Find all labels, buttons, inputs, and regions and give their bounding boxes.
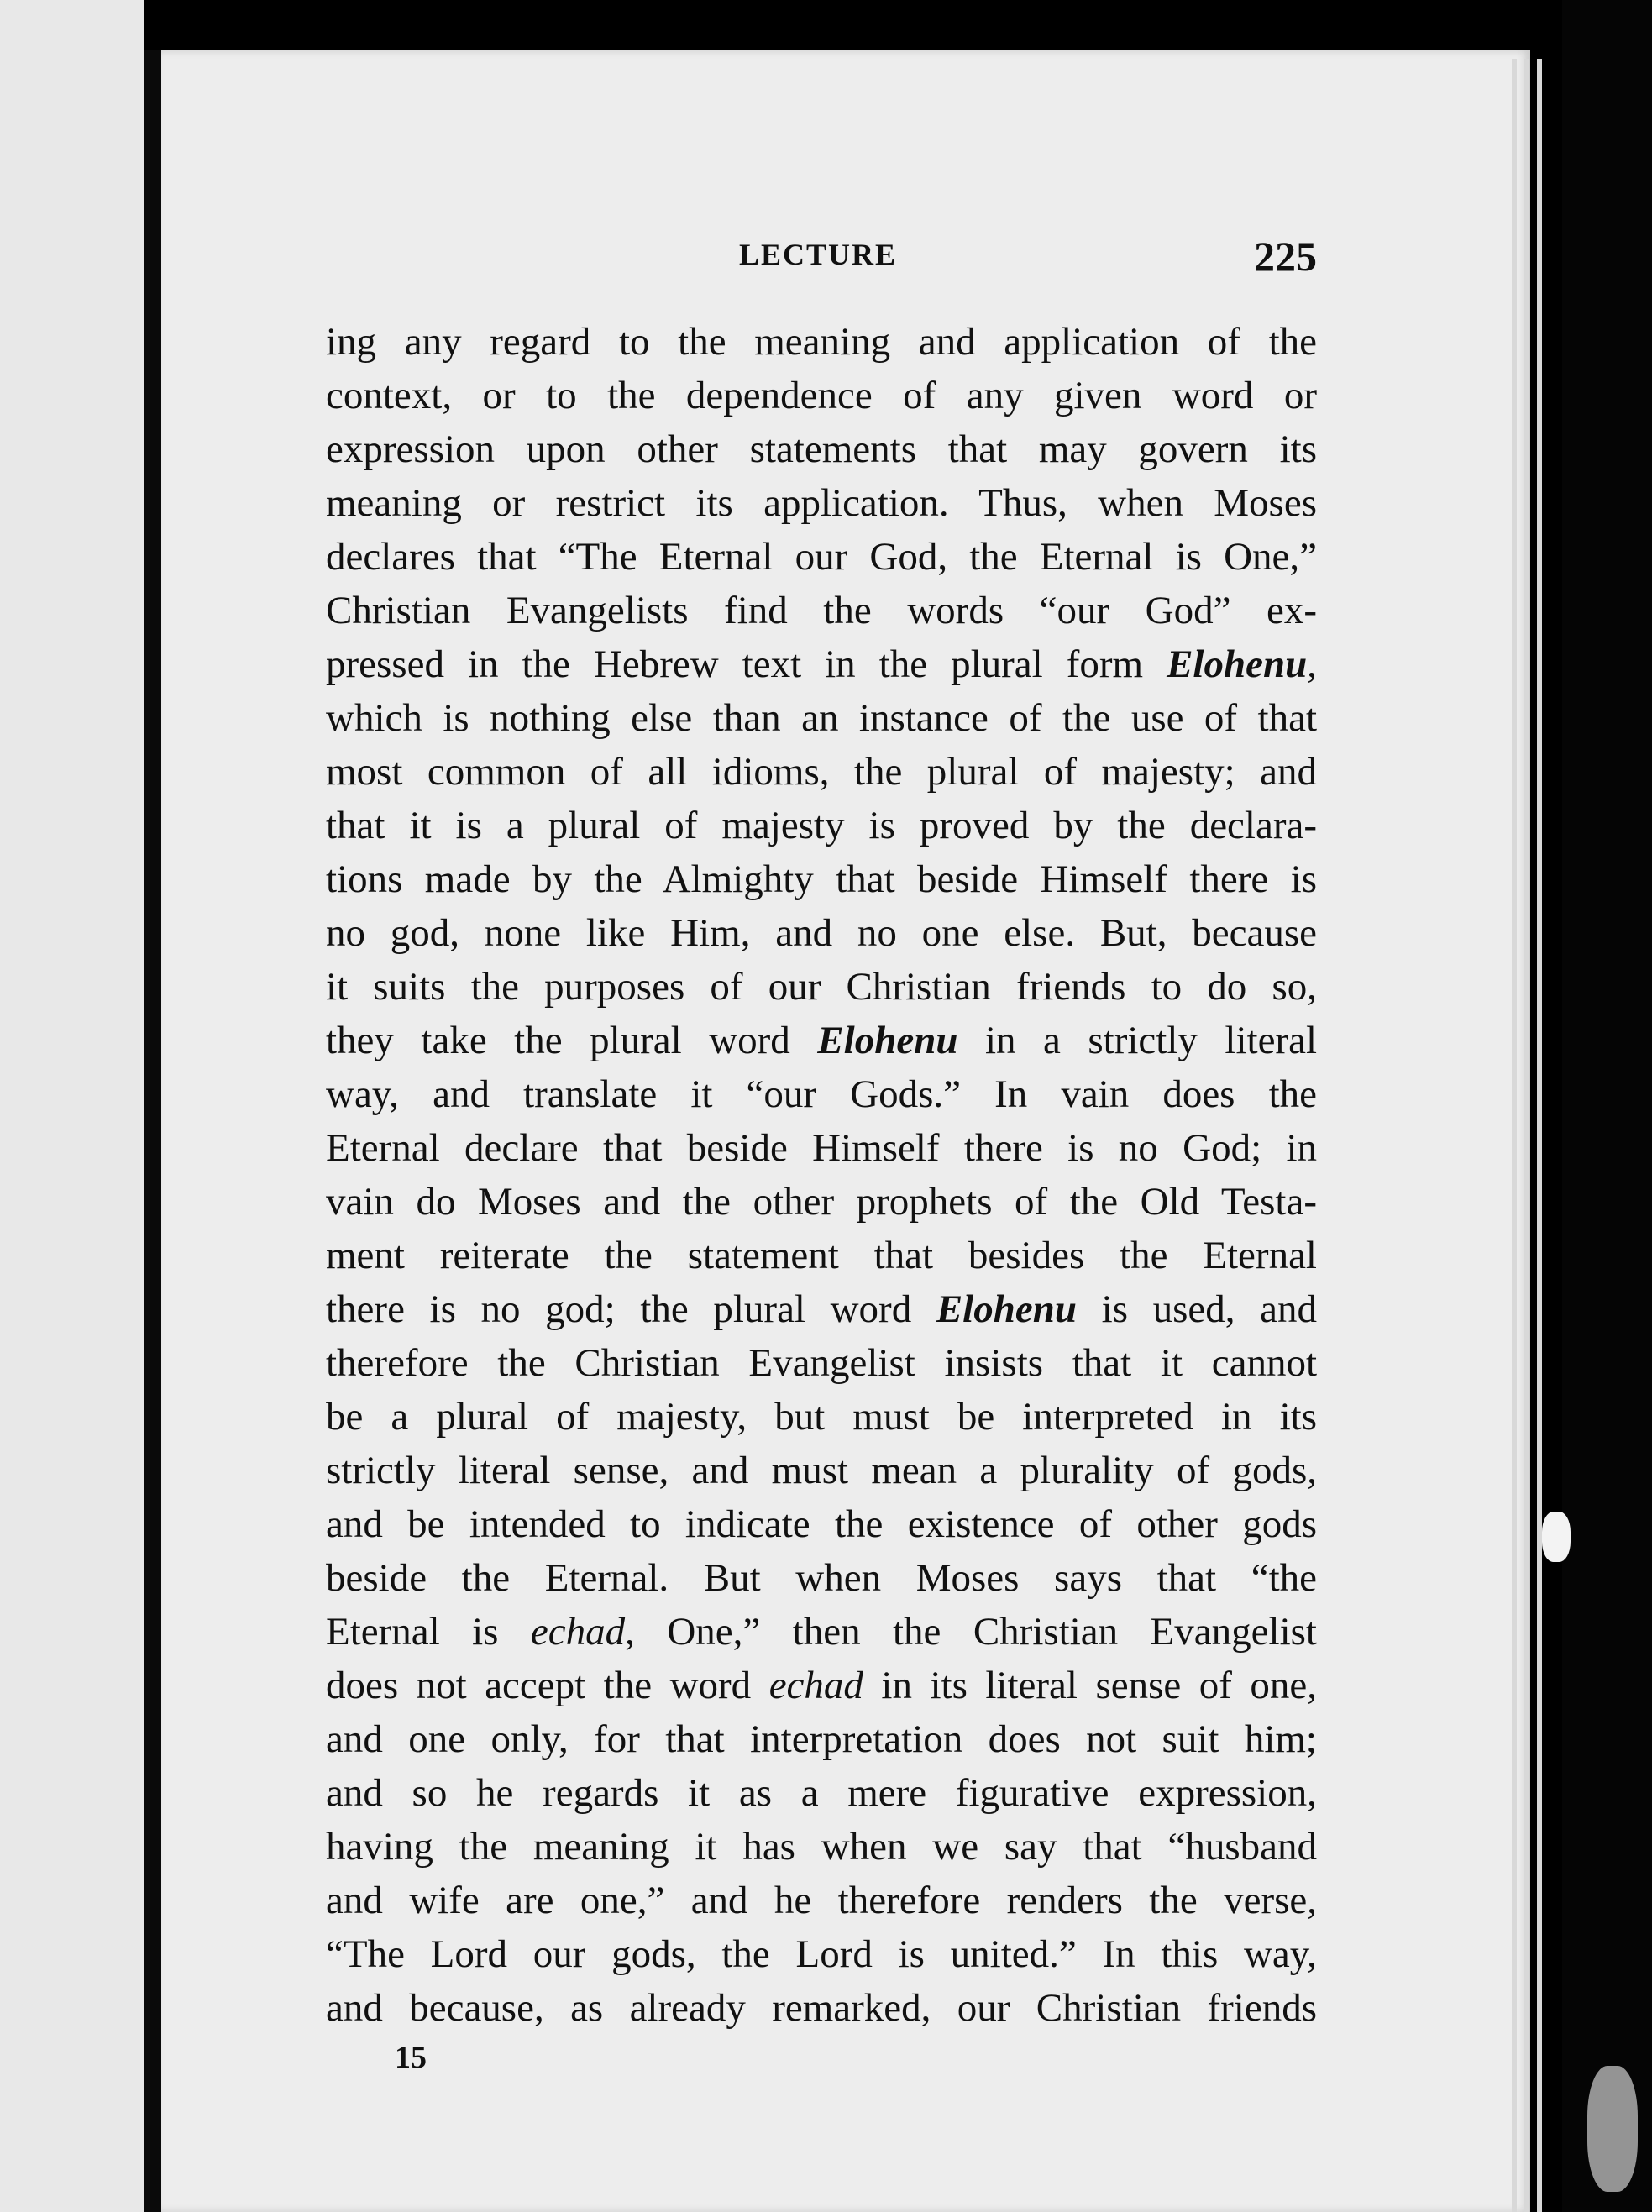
page-number: 225 xyxy=(1254,233,1317,280)
text-line: no god, none like Him, and no one else. But, because xyxy=(326,911,1317,955)
text-line: Eternal is echad, One,” then the Christian Evangelist xyxy=(326,1610,1317,1654)
text-line: beside the Eternal. But when Moses says that “the xyxy=(326,1556,1317,1600)
text-line: strictly literal sense, and must mean a plurality of gods, xyxy=(326,1449,1317,1492)
text-line: and because, as already remarked, our Christian friends xyxy=(326,1986,1317,2030)
text-line: vain do Moses and the other prophets of the Old Testa- xyxy=(326,1180,1317,1224)
text-line: be a plural of majesty, but must be interpreted in its xyxy=(326,1395,1317,1439)
text-line: pressed in the Hebrew text in the plural form Elohenu, xyxy=(326,642,1317,686)
running-head: LECTURE xyxy=(739,238,898,271)
text-line: tions made by the Almighty that beside Himself there is xyxy=(326,857,1317,901)
page-edge-line xyxy=(1524,59,1529,2212)
text-line: most common of all idioms, the plural of majesty; and xyxy=(326,750,1317,794)
text-line: which is nothing else than an instance of the use of that xyxy=(326,696,1317,740)
italic-word: echad xyxy=(768,1664,863,1707)
text-line: “The Lord our gods, the Lord is united.” In this way, xyxy=(326,1932,1317,1976)
text-line: does not accept the word echad in its literal sense of one, xyxy=(326,1664,1317,1707)
text-line: context, or to the dependence of any given word or xyxy=(326,374,1317,417)
page-header xyxy=(326,233,1317,280)
body-text xyxy=(326,315,1317,2035)
text-line: meaning or restrict its application. Thus, when Moses xyxy=(326,481,1317,525)
text-line: and wife are one,” and he therefore renders the verse, xyxy=(326,1879,1317,1922)
italic-word: echad xyxy=(530,1610,626,1654)
scan-artifact xyxy=(1542,1512,1571,1562)
text-line: therefore the Christian Evangelist insists that it cannot xyxy=(326,1341,1317,1385)
text-line: there is no god; the plural word Elohenu is used, and xyxy=(326,1287,1317,1331)
text-line: Christian Evangelists find the words “our God” ex- xyxy=(326,589,1317,632)
left-page-edge xyxy=(0,0,144,2212)
italic-word: Elohenu xyxy=(936,1287,1078,1331)
text-line: it suits the purposes of our Christian friends to do so, xyxy=(326,965,1317,1009)
text-line: and so he regards it as a mere figurative expression, xyxy=(326,1771,1317,1815)
scanner-background xyxy=(1562,0,1652,2212)
text-line: declares that “The Eternal our God, the Eternal is One,” xyxy=(326,535,1317,579)
text-line: ment reiterate the statement that besides the Eternal xyxy=(326,1234,1317,1277)
text-line: ing any regard to the meaning and application of the xyxy=(326,320,1317,364)
text-line: they take the plural word Elohenu in a strictly literal xyxy=(326,1019,1317,1062)
text-line: way, and translate it “our Gods.” In vain does the xyxy=(326,1072,1317,1116)
signature-mark: 15 xyxy=(395,2040,427,2075)
text-line: having the meaning it has when we say that “husband xyxy=(326,1825,1317,1869)
text-line: expression upon other statements that may govern its xyxy=(326,427,1317,471)
page-edge-line xyxy=(1537,59,1542,2212)
scan-artifact xyxy=(1587,2066,1638,2192)
text-line: and one only, for that interpretation does not suit him; xyxy=(326,1717,1317,1761)
italic-word: Elohenu xyxy=(817,1019,958,1062)
text-line: Eternal declare that beside Himself there is no God; in xyxy=(326,1126,1317,1170)
book-gutter xyxy=(144,50,163,2212)
text-line: that it is a plural of majesty is proved by the declara- xyxy=(326,804,1317,847)
text-line: and be intended to indicate the existence of other gods xyxy=(326,1502,1317,1546)
page-edge-line xyxy=(1512,59,1517,2212)
italic-word: Elohenu xyxy=(1167,642,1308,686)
